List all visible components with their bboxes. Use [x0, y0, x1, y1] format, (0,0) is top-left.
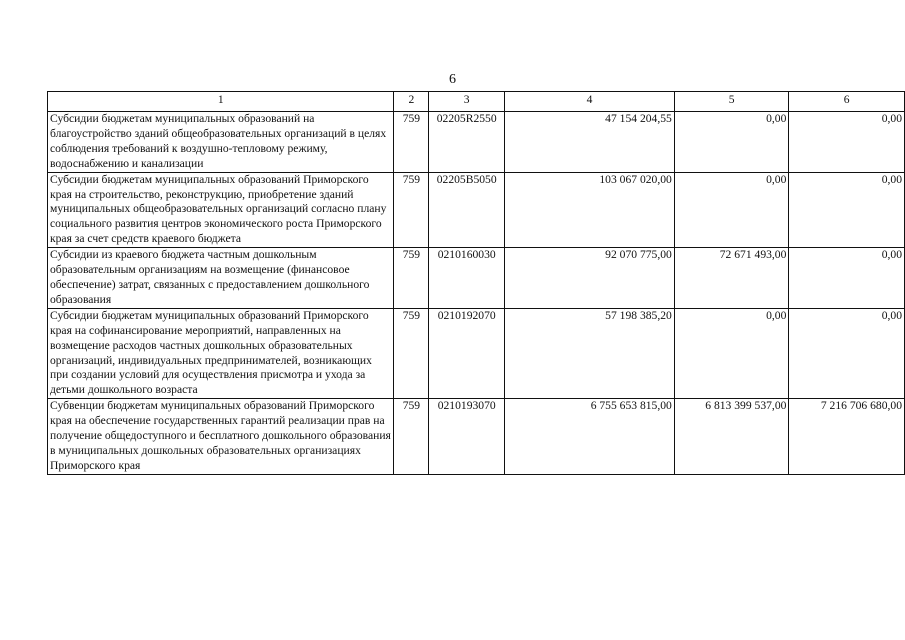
row-amount-col4: 47 154 204,55 [505, 112, 675, 173]
row-grbs-code: 759 [394, 172, 429, 248]
row-amount-col6: 7 216 706 680,00 [789, 399, 905, 475]
row-amount-col6: 0,00 [789, 172, 905, 248]
row-amount-col5: 0,00 [674, 112, 789, 173]
row-amount-col5: 0,00 [674, 308, 789, 398]
header-row [48, 92, 905, 112]
row-amount-col6: 0,00 [789, 248, 905, 309]
row-amount-col5: 6 813 399 537,00 [674, 399, 789, 475]
row-amount-col4: 6 755 653 815,00 [505, 399, 675, 475]
table-row [48, 248, 905, 309]
row-amount-col4: 92 070 775,00 [505, 248, 675, 309]
budget-table [47, 91, 905, 475]
row-description: Субсидии бюджетам муниципальных образований Приморского края на строительство, реконструкцию, приобретение зданий муниципальных общеобразовательных организаций согласно плану социального развития центров экономического роста Приморского края за счет средств краевого бюджета [48, 172, 394, 248]
row-grbs-code: 759 [394, 248, 429, 309]
column-header-3: 3 [429, 92, 505, 112]
row-grbs-code: 759 [394, 112, 429, 173]
row-grbs-code: 759 [394, 399, 429, 475]
row-amount-col6: 0,00 [789, 308, 905, 398]
row-description: Субсидии бюджетам муниципальных образований Приморского края на софинансирование мероприятий, направленных на возмещение расходов частных дошкольных образовательных организаций, индивидуальных предпринимателей, возникающих при создании условий для осуществления присмотра и ухода за детьми дошкольного возраста [48, 308, 394, 398]
column-header-5: 5 [674, 92, 789, 112]
column-header-4: 4 [505, 92, 675, 112]
row-description: Субсидии бюджетам муниципальных образований на благоустройство зданий общеобразовательных организаций в целях соблюдения требований к воздушно-тепловому режиму, водоснабжению и канализации [48, 112, 394, 173]
row-description: Субвенции бюджетам муниципальных образований Приморского края на обеспечение государственных гарантий реализации прав на получение общедоступного и бесплатного дошкольного образования в муниципальных дошкольных образовательных организациях Приморского края [48, 399, 394, 475]
row-amount-col5: 0,00 [674, 172, 789, 248]
row-target-code: 0210192070 [429, 308, 505, 398]
table-row [48, 112, 905, 173]
column-header-2: 2 [394, 92, 429, 112]
row-amount-col4: 103 067 020,00 [505, 172, 675, 248]
table-row [48, 399, 905, 475]
row-target-code: 02205R2550 [429, 112, 505, 173]
row-amount-col4: 57 198 385,20 [505, 308, 675, 398]
table-row [48, 172, 905, 248]
row-description: Субсидии из краевого бюджета частным дошкольным образовательным организациям на возмещение (финансовое обеспечение) затрат, связанных с предоставлением дошкольного образования [48, 248, 394, 309]
row-target-code: 02205B5050 [429, 172, 505, 248]
row-grbs-code: 759 [394, 308, 429, 398]
row-amount-col5: 72 671 493,00 [674, 248, 789, 309]
table-row [48, 308, 905, 398]
row-amount-col6: 0,00 [789, 112, 905, 173]
page-number: 6 [449, 72, 456, 87]
column-header-6: 6 [789, 92, 905, 112]
column-header-1: 1 [48, 92, 394, 112]
row-target-code: 0210193070 [429, 399, 505, 475]
row-target-code: 0210160030 [429, 248, 505, 309]
